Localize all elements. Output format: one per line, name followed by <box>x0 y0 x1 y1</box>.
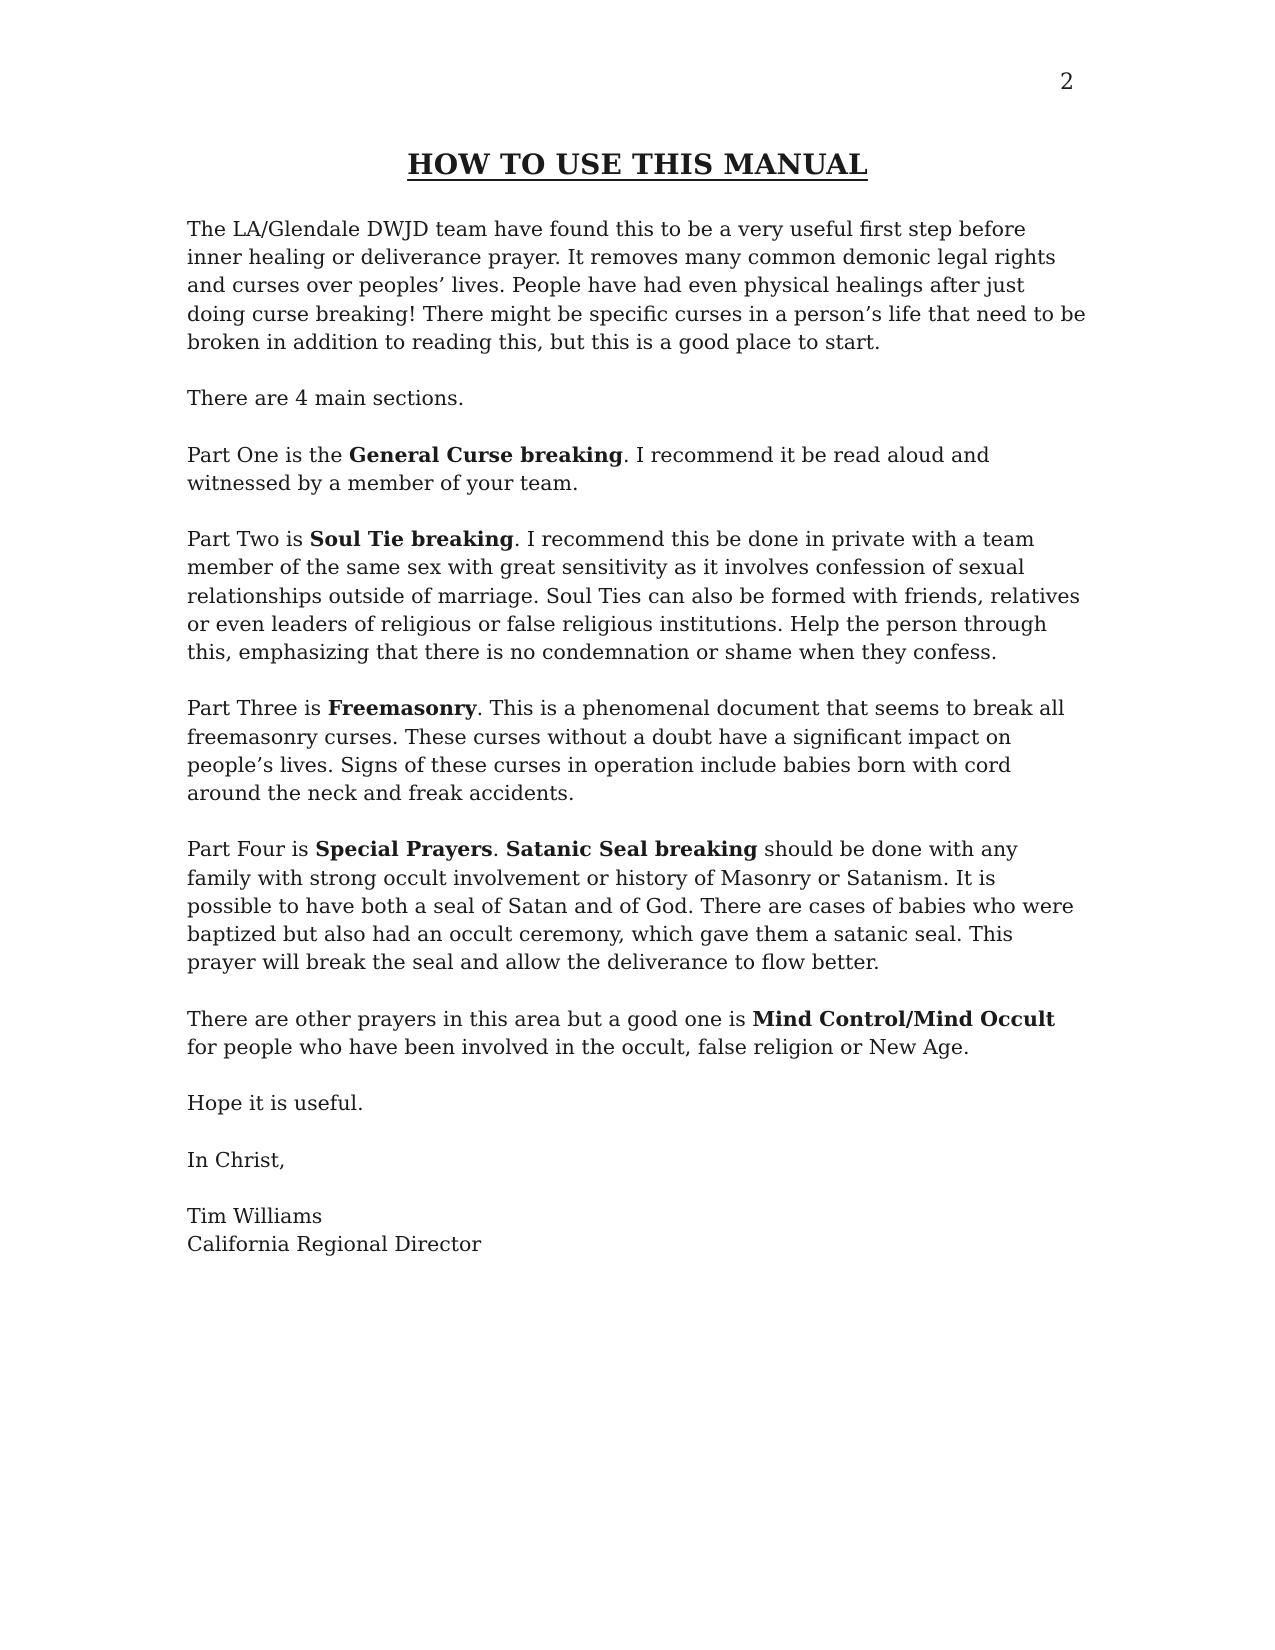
sections-intro-paragraph: There are 4 main sections. <box>187 386 465 411</box>
page-title: HOW TO USE THIS MANUAL <box>407 148 868 181</box>
part-three-text: . This is a phenomenal document that seems to break all freemasonry curses. These curses without a doubt have a significant impact on people’s lives. Signs of these curses in operation include babies born with cord around the neck and freak accidents. <box>187 696 1065 805</box>
part-one-paragraph <box>187 441 1087 497</box>
part-two-lead: Part Two is <box>187 527 310 552</box>
part-four-text: should be done with any family with strong occult involvement or history of Masonry or Satanism. It is possible to have both a seal of Satan and of God. There are cases of babies who were baptized but also had an occult ceremony, which gave them a satanic seal. This prayer will break the seal and allow the deliverance to flow better. <box>187 837 1074 975</box>
closing-line: Hope it is useful. <box>187 1091 364 1116</box>
part-one-text: . I recommend it be read aloud and witnessed by a member of your team. <box>187 442 990 495</box>
part-four-heading: Special Prayers <box>315 837 493 862</box>
part-four-paragraph <box>187 835 1087 976</box>
part-three-heading: Freemasonry <box>327 696 477 721</box>
part-two-paragraph <box>187 525 1087 666</box>
signature-block <box>187 1202 1087 1258</box>
part-two-heading: Soul Tie breaking <box>309 527 514 552</box>
part-one-lead: Part One is the <box>187 442 349 467</box>
part-one-heading: General Curse breaking <box>349 442 623 467</box>
intro-paragraph: The LA/Glendale DWJD team have found this to be a very useful first step before inner healing or deliverance prayer. It removes many common demonic legal rights and curses over peoples’ lives. People have had even physical healings after just doing curse breaking! There might be specific curses in a person’s life that need to be broken in addition to reading this, but this is a good place to start. <box>187 217 1086 354</box>
signature-name: Tim Williams <box>187 1203 323 1228</box>
part-three-paragraph <box>187 694 1087 807</box>
other-prayers-lead: There are other prayers in this area but a good one is <box>187 1006 753 1031</box>
page-number: 2 <box>1060 70 1074 95</box>
signature-role: California Regional Director <box>187 1232 482 1257</box>
mind-control-heading: Mind Control/Mind Occult <box>752 1006 1056 1031</box>
part-three-lead: Part Three is <box>187 696 328 721</box>
other-prayers-text: for people who have been involved in the occult, false religion or New Age. <box>187 1034 970 1059</box>
satanic-seal-heading: Satanic Seal breaking <box>505 837 758 862</box>
salutation: In Christ, <box>187 1147 286 1172</box>
part-four-lead: Part Four is <box>187 837 316 862</box>
part-two-text: . I recommend this be done in private with a team member of the same sex with great sensitivity as it involves confession of sexual relationships outside of marriage. Soul Ties can also be formed with friends, relatives or even leaders of religious or false religious institutions. Help the person through this, emphasizing that there is no condemnation or shame when they confess. <box>187 527 1080 664</box>
part-four-separator: . <box>492 837 506 862</box>
document-body <box>187 215 1087 1258</box>
other-prayers-paragraph <box>187 1005 1087 1061</box>
